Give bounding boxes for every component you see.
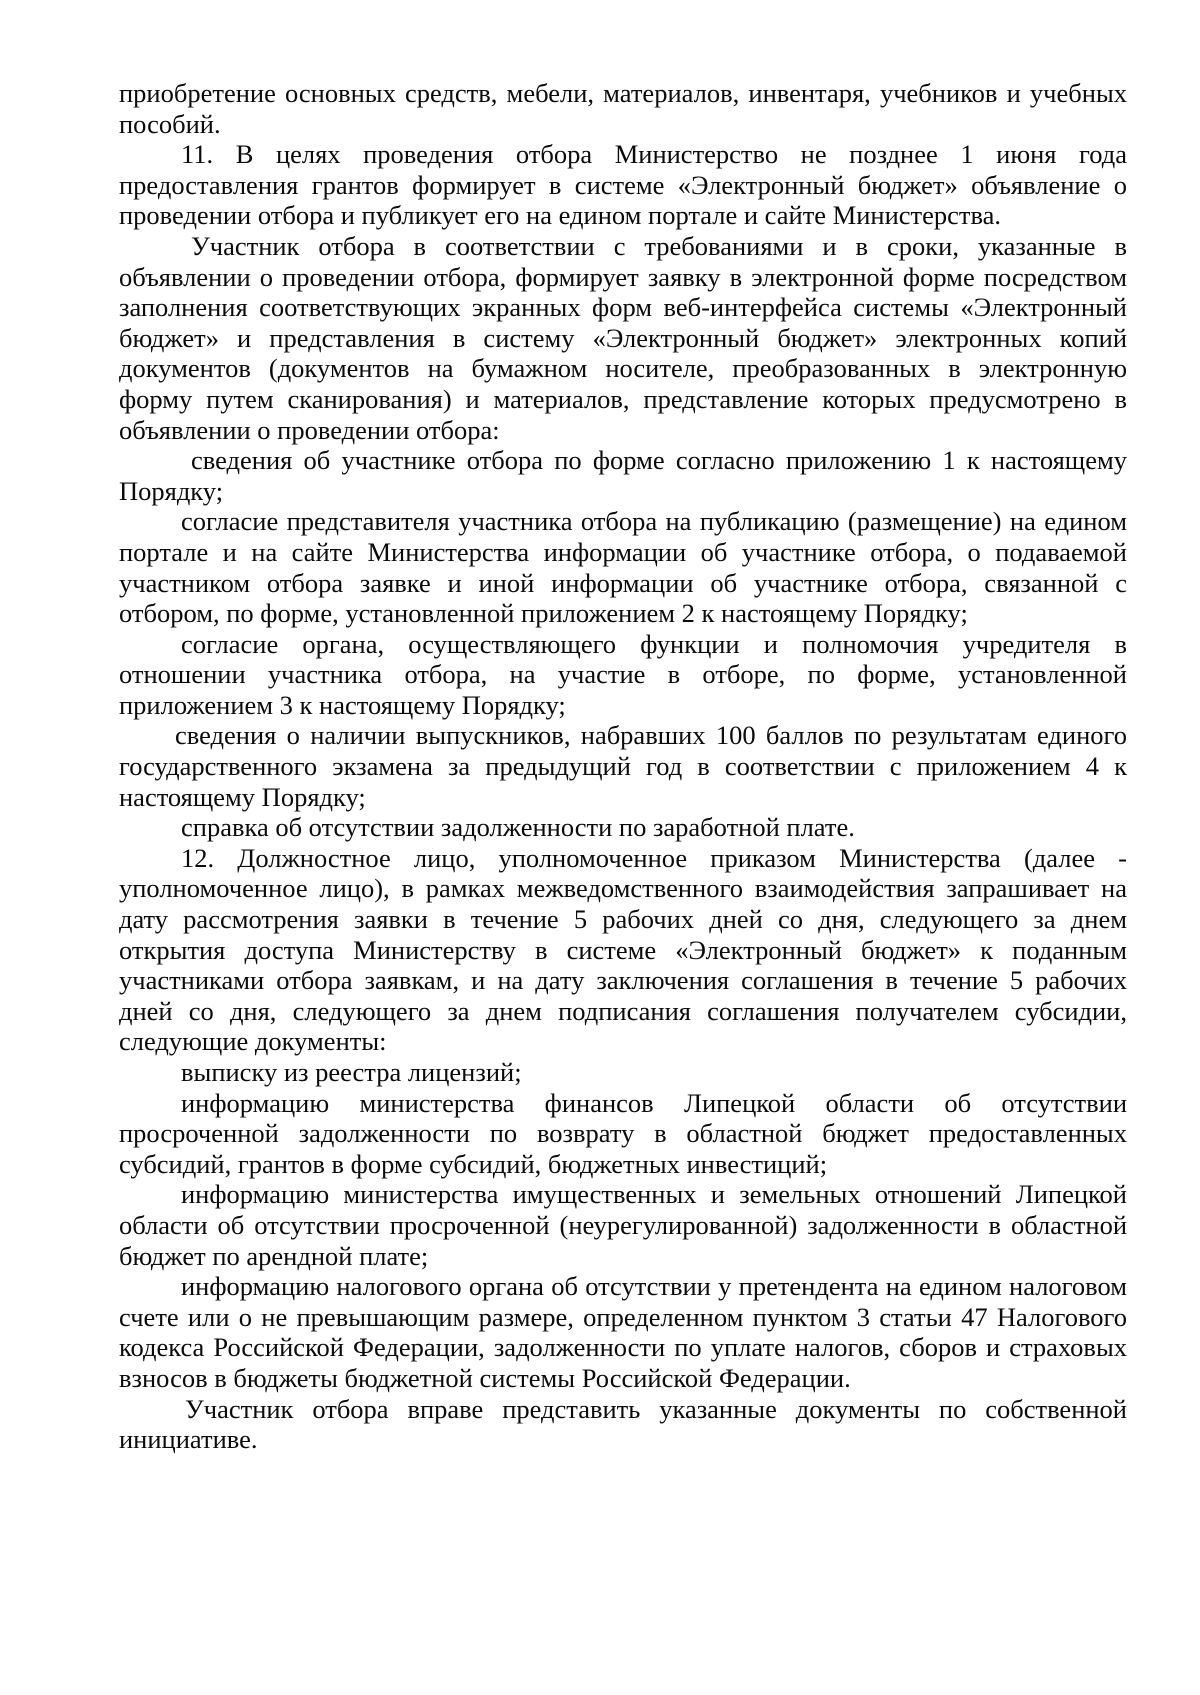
list-item-graduates-info: сведения о наличии выпускников, набравших 100 баллов по результатам единого государственного экзамена за предыдущий год в соответствии с приложением 4 к настоящему Порядку; xyxy=(119,720,1127,812)
list-item-founder-consent: согласие органа, осуществляющего функции и полномочия учредителя в отношении участника отбора, на участие в отборе, по форме, установленной приложением 3 к настоящему Порядку; xyxy=(119,628,1127,720)
paragraph-item-11: 11. В целях проведения отбора Министерство не позднее 1 июня года предоставления грантов формирует в системе «Электронный бюджет» объявление о проведении отбора и публикует его на едином портале и сайте Министерства. xyxy=(119,139,1127,231)
list-item-salary-debt-certificate: справка об отсутствии задолженности по заработной плате. xyxy=(181,812,855,843)
list-item-publication-consent: согласие представителя участника отбора на публикацию (размещение) на едином портале и на сайте Министерства информации об участнике отбора, о подаваемой участником отбора заявке и иной информации об участнике отбора, связанной с отбором, по форме, установленной приложением 2 к настоящему Порядку; xyxy=(119,506,1127,629)
paragraph-application-requirements: Участник отбора в соответствии с требованиями и в сроки, указанные в объявлении о проведении отбора, формирует заявку в электронной форме посредством заполнения соответствующих экранных форм веб-интерфейса системы «Электронный бюджет» и представления в систему «Электронный бюджет» электронных копий документов (документов на бумажном носителе, преобразованных в электронную форму путем сканирования) и материалов, представление которых предусмотрено в объявлении о проведении отбора: xyxy=(119,230,1127,445)
paragraph-own-initiative: Участник отбора вправе представить указанные документы по собственной инициативе. xyxy=(119,1393,1127,1455)
list-item-finance-ministry-info: информацию министерства финансов Липецкой области об отсутствии просроченной задолженности по возврату в областной бюджет предоставленных субсидий, грантов в форме субсидий, бюджетных инвестиций; xyxy=(119,1087,1127,1179)
document-body xyxy=(119,78,1127,1455)
list-item-property-ministry-info: информацию министерства имущественных и земельных отношений Липецкой области об отсутствии просроченной (неурегулированной) задолженности в областной бюджет по арендной плате; xyxy=(119,1179,1127,1271)
list-item-participant-info: сведения об участнике отбора по форме согласно приложению 1 к настоящему Порядку; xyxy=(119,445,1127,506)
paragraph-continuation: приобретение основных средств, мебели, материалов, инвентаря, учебников и учебных пособий. xyxy=(119,78,1127,139)
list-item-tax-authority-info: информацию налогового органа об отсутствии у претендента на едином налоговом счете или о не превышающим размере, определенном пунктом 3 статьи 47 Налогового кодекса Российской Федерации, задолженности по уплате налогов, сборов и страховых взносов в бюджеты бюджетной системы Российской Федерации. xyxy=(119,1271,1127,1393)
list-item-license-extract: выписку из реестра лицензий; xyxy=(181,1057,522,1087)
paragraph-item-12: 12. Должностное лицо, уполномоченное приказом Министерства (далее - уполномоченное лицо), в рамках межведомственного взаимодействия запрашивает на дату рассмотрения заявки в течение 5 рабочих дней со дня, следующего за днем открытия доступа Министерству в системе «Электронный бюджет» к поданным участниками отбора заявкам, и на дату заключения соглашения в течение 5 рабочих дней со дня, следующего за днем подписания соглашения получателем субсидии, следующие документы: xyxy=(119,842,1127,1057)
